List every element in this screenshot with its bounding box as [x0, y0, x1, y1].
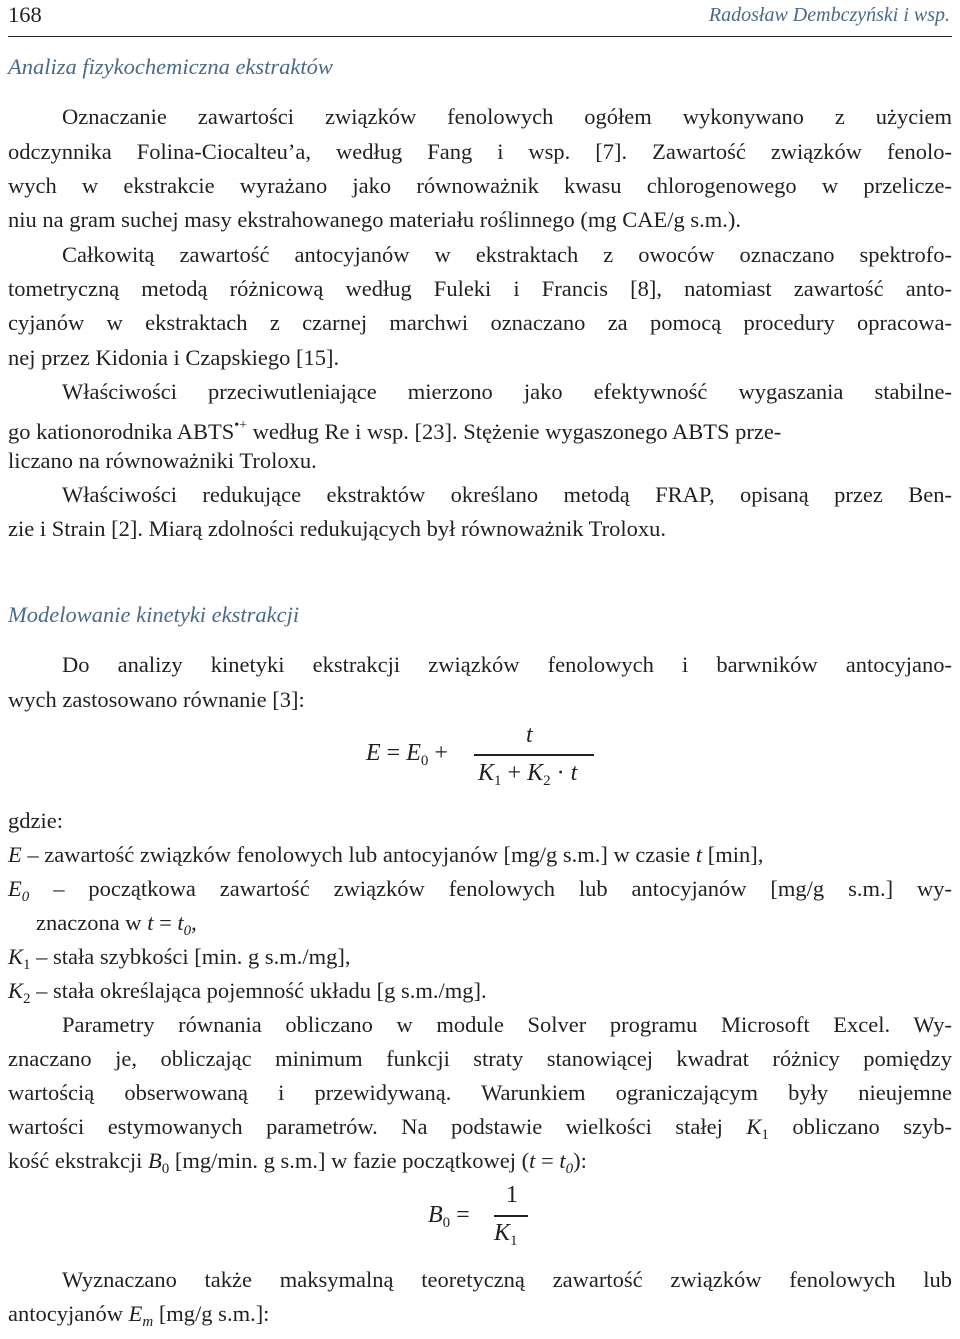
eq1-numerator: t — [526, 722, 533, 748]
paragraph-line: liczano na równoważniki Troloxu. — [8, 448, 317, 473]
para2-t0: t — [559, 1148, 566, 1173]
eq1-e0-sub: 0 — [420, 753, 429, 769]
eq1-k2: K — [527, 760, 544, 786]
para2-b-text: kość ekstrakcji — [8, 1148, 148, 1173]
eq1-k1-sub: 1 — [494, 773, 502, 789]
def-term-k1: K — [8, 944, 24, 969]
paragraph-line: wych w ekstrakcie wyrażano jako równoważnik kwasu chlorogenowego w przelicze- — [8, 173, 952, 198]
def-text-e: – zawartość związków fenolowych lub antocyjanów [mg/g s.m.] w czasie — [27, 842, 696, 867]
para2-end: ): — [573, 1148, 587, 1173]
paragraph-line: zie i Strain [2]. Miarą zdolności redukujących był równoważnik Troloxu. — [8, 516, 666, 541]
def-term-e0-sub: 0 — [21, 889, 30, 905]
para3-text: antocyjanów — [8, 1301, 129, 1326]
def-text-k1: – stała szybkości [min. g s.m./mg], — [36, 944, 351, 969]
eq2-lhs — [428, 1202, 470, 1232]
definition-e — [8, 838, 952, 871]
def-term-k2-sub: 2 — [23, 991, 31, 1007]
def-cont-text: znaczona w — [36, 910, 148, 935]
eq1-plus: + — [434, 740, 448, 766]
eq2-b: B — [428, 1202, 443, 1228]
eq1-equals: = — [386, 740, 401, 766]
def-term-k1-sub: 1 — [23, 957, 31, 973]
eq1-e0: E — [406, 740, 421, 766]
eq2-k-sub: 1 — [510, 1233, 518, 1249]
def-t: t — [695, 842, 703, 867]
eq2-numerator: 1 — [506, 1182, 518, 1208]
eq1-k1: K — [478, 760, 495, 786]
paragraph-line: tometryczną metodą różnicową według Fuleki i Francis [8], natomiast zawartość anto- — [8, 276, 952, 301]
eq1-plus2: + — [507, 760, 522, 786]
para2-b: B — [147, 1148, 162, 1173]
eq1-denominator — [478, 760, 577, 790]
def-cont-end: , — [191, 910, 197, 935]
paragraph-line: Oznaczanie zawartości związków fenolowych ogółem wykonywano z użyciem — [62, 104, 952, 129]
gdzie-label: gdzie: — [8, 808, 63, 833]
paragraph-line: niu na gram suchej masy ekstrahowanego materiału roślinnego (mg CAE/g s.m.). — [8, 207, 741, 232]
paragraph-line: Właściwości przeciwutleniające mierzono jako efektywność wygaszania stabilne- — [62, 379, 952, 404]
eq2-b-sub: 0 — [442, 1215, 451, 1231]
para2-eq: = — [535, 1148, 560, 1173]
paragraph-line-abts — [8, 409, 952, 448]
eq2-equals: = — [456, 1202, 470, 1228]
def-cont-t: t — [147, 910, 154, 935]
eq1-t: t — [570, 760, 578, 786]
para3-e: E — [128, 1301, 143, 1326]
def-text-e-end: [min], — [702, 842, 764, 867]
def-text-e0: – początkowa zawartość związków fenolowych lub antocyjanów [mg/g s.m.] wy- — [53, 876, 953, 901]
paragraph-line: nej przez Kidonia i Czapskiego [15]. — [8, 345, 340, 370]
para3-e-sub: m — [142, 1314, 154, 1330]
paragraph-line: wych zastosowano równanie [3]: — [8, 687, 305, 712]
para2-text: wartości estymowanych parametrów. Na podstawie wielkości stałej — [8, 1114, 747, 1139]
eq1-fraction-bar — [474, 754, 594, 756]
abts-radical-superscript: •+ — [234, 418, 248, 433]
paragraph-line: Całkowitą zawartość antocyjanów w ekstraktach z owoców oznaczano spektrofo- — [62, 242, 952, 267]
para2-text-end: obliczano szyb- — [768, 1114, 952, 1139]
header-rule — [8, 36, 952, 37]
section-heading-modelowanie: Modelowanie kinetyki ekstrakcji — [8, 602, 300, 627]
paragraph-line: Do analizy kinetyki ekstrakcji związków fenolowych i barwników antocyjano- — [62, 652, 952, 677]
def-term-k2: K — [8, 978, 24, 1003]
para2-t: t — [529, 1148, 536, 1173]
paragraph-line-em — [8, 1297, 952, 1339]
paragraph-line-b0 — [8, 1144, 952, 1186]
eq1-dot: · — [556, 760, 565, 786]
paragraph-line: Wyznaczano także maksymalną teoretyczną zawartość związków fenolowych lub — [62, 1267, 952, 1292]
section-heading-analiza: Analiza fizykochemiczna ekstraktów — [8, 54, 333, 79]
eq1-e: E — [366, 740, 381, 766]
paragraph-line: znaczano je, obliczając minimum funkcji straty stanowiącej kwadrat różnicy pomiędzy — [8, 1046, 952, 1071]
paragraph-line: wartością obserwowaną i przewidywaną. Warunkiem ograniczającym były nieujemne — [8, 1080, 952, 1105]
abts-text: go kationorodnika ABTS — [8, 419, 235, 444]
paragraph-line: odczynnika Folina-Ciocalteu’a, według Fang i wsp. [7]. Zawartość związków fenolo- — [8, 139, 952, 164]
eq1-lhs — [366, 740, 448, 770]
para2-b-rest: [mg/min. g s.m.] w fazie początkowej ( — [169, 1148, 530, 1173]
eq2-denominator — [494, 1220, 518, 1250]
paragraph-line: cyjanów w ekstraktach z czarnej marchwi oznaczano za pomocą procedury opracowa- — [8, 310, 952, 335]
para2-k: K — [746, 1114, 762, 1139]
abts-continuation: według Re i wsp. [23]. Stężenie wygaszonego ABTS prze- — [247, 419, 782, 444]
def-text-k2: – stała określająca pojemność układu [g s.m./mg]. — [36, 978, 487, 1003]
def-cont-t0-sub: 0 — [183, 923, 192, 939]
paragraph-line: Właściwości redukujące ekstraktów określano metodą FRAP, opisaną przez Ben- — [62, 482, 952, 507]
eq2-k: K — [494, 1220, 511, 1246]
def-cont-t0: t — [177, 910, 184, 935]
def-term-e0: E — [8, 876, 22, 901]
para2-k-sub: 1 — [761, 1127, 769, 1143]
page-number: 168 — [8, 2, 42, 27]
def-cont-eq: = — [153, 910, 178, 935]
running-head: Radosław Dembczyński i wsp. — [708, 4, 950, 26]
paragraph-line: Parametry równania obliczano w module Solver programu Microsoft Excel. Wy- — [62, 1012, 952, 1037]
para3-end: [mg/g s.m.]: — [153, 1301, 270, 1326]
eq1-k2-sub: 2 — [543, 773, 551, 789]
para2-b-sub: 0 — [161, 1161, 170, 1177]
def-term-e: E — [8, 842, 22, 867]
para2-t0-sub: 0 — [565, 1161, 574, 1177]
eq2-fraction-bar — [494, 1215, 528, 1217]
